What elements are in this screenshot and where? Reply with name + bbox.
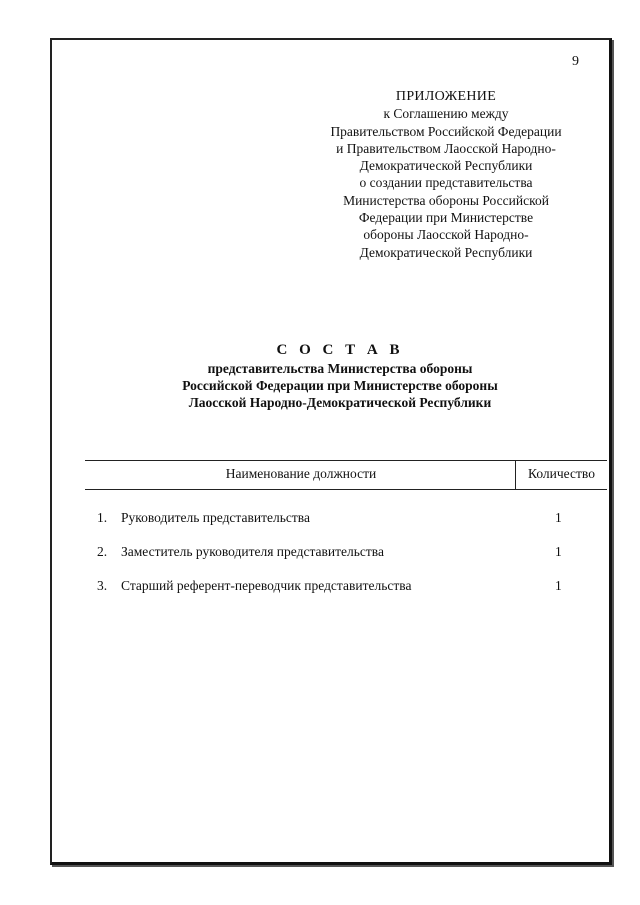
table-header bbox=[85, 460, 607, 490]
appendix-block bbox=[300, 88, 592, 261]
positions-table bbox=[85, 460, 607, 593]
row-number: 1. bbox=[97, 510, 108, 525]
heading-title: С О С Т А В bbox=[276, 342, 404, 358]
appendix-title: ПРИЛОЖЕНИЕ bbox=[395, 89, 497, 104]
row-quantity: 1 bbox=[555, 578, 562, 593]
row-number: 3. bbox=[97, 578, 108, 593]
table-row bbox=[85, 578, 607, 598]
row-position: Заместитель руководителя представительства bbox=[121, 544, 384, 559]
table-row bbox=[85, 544, 607, 564]
row-number: 2. bbox=[97, 544, 108, 559]
appendix-line: обороны Лаосской Народно- bbox=[363, 227, 529, 243]
heading-line: Российской Федерации при Министерстве обороны bbox=[182, 378, 498, 393]
appendix-line: Министерства обороны Российской bbox=[343, 192, 549, 208]
row-position: Старший референт-переводчик представительства bbox=[121, 578, 412, 593]
appendix-line: Федерации при Министерстве bbox=[358, 210, 534, 226]
appendix-line: Правительством Российской Федерации bbox=[330, 123, 562, 139]
appendix-line: Демократической Республики bbox=[359, 244, 533, 260]
row-quantity: 1 bbox=[555, 510, 562, 525]
heading-line: Лаосской Народно-Демократической Республики bbox=[188, 395, 492, 410]
appendix-line: и Правительством Лаосской Народно- bbox=[336, 140, 556, 156]
appendix-line: о создании представительства bbox=[359, 175, 533, 191]
appendix-line: Демократической Республики bbox=[359, 158, 533, 174]
appendix-line: к Соглашению между bbox=[383, 106, 509, 122]
table-row bbox=[85, 510, 607, 530]
row-position: Руководитель представительства bbox=[121, 510, 310, 525]
heading-line: представительства Министерства обороны bbox=[207, 361, 473, 376]
header-quantity: Количество bbox=[528, 466, 595, 481]
row-quantity: 1 bbox=[555, 544, 562, 559]
document-heading bbox=[60, 340, 620, 411]
header-position-name: Наименование должности bbox=[225, 466, 377, 481]
page-number: 9 bbox=[572, 54, 579, 69]
